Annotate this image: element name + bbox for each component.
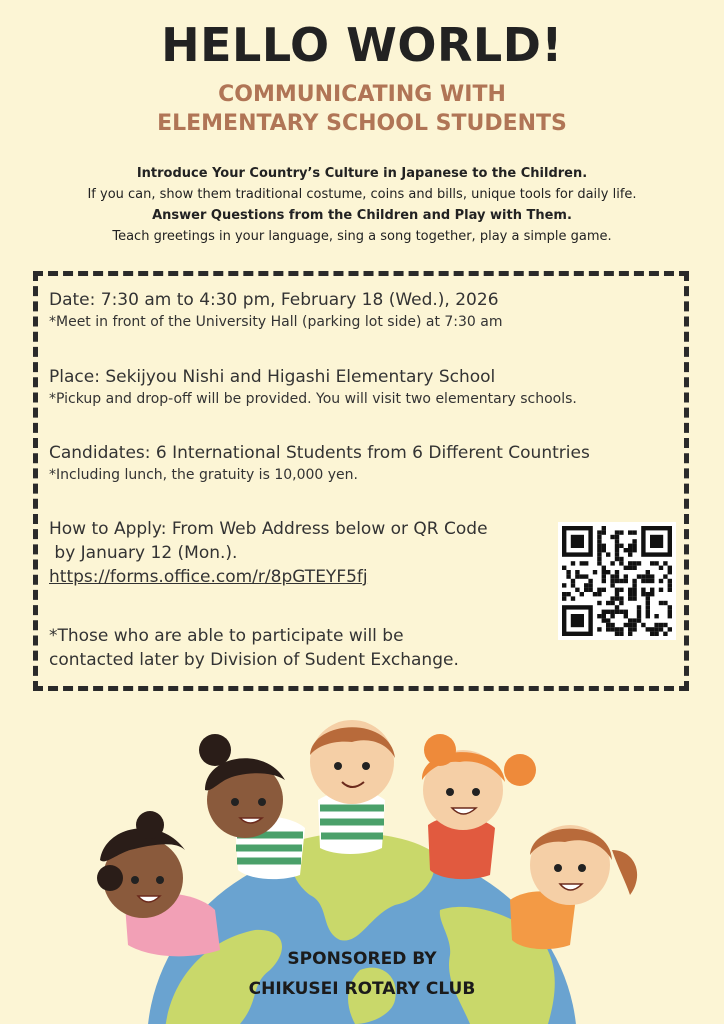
child-3 bbox=[310, 720, 395, 854]
subtitle-line-1: COMMUNICATING WITH bbox=[218, 82, 506, 107]
child-2 bbox=[199, 734, 305, 879]
place-block bbox=[49, 365, 699, 409]
contact-text-2: contacted later by Division of Sudent Exchange. bbox=[49, 650, 459, 670]
qr-code-graphic bbox=[558, 522, 676, 640]
intro-heading-1: Introduce Your Country’s Culture in Japanese to the Children. bbox=[136, 166, 588, 181]
apply-block bbox=[49, 517, 554, 589]
place-note: *Pickup and drop-off will be provided. You will visit two elementary schools. bbox=[49, 391, 577, 407]
date-block bbox=[49, 288, 699, 332]
date-note: *Meet in front of the University Hall (parking lot side) at 7:30 am bbox=[49, 314, 503, 330]
child-5 bbox=[510, 825, 637, 949]
date-text: Date: 7:30 am to 4:30 pm, February 18 (Wed.), 2026 bbox=[49, 290, 499, 310]
qr-code-icon[interactable] bbox=[558, 522, 676, 640]
candidates-text: Candidates: 6 International Students from 6 Different Countries bbox=[49, 443, 590, 463]
intro-text-2: Teach greetings in your language, sing a song together, play a simple game. bbox=[112, 229, 612, 244]
intro-heading-2: Answer Questions from the Children and Play with Them. bbox=[152, 208, 572, 223]
intro-section bbox=[0, 163, 724, 247]
place-text: Place: Sekijyou Nishi and Higashi Elementary School bbox=[49, 367, 496, 387]
child-1 bbox=[97, 811, 220, 956]
child-4 bbox=[422, 734, 536, 879]
subtitle-line-2: ELEMENTARY SCHOOL STUDENTS bbox=[157, 111, 567, 136]
apply-text-1: How to Apply: From Web Address below or QR Code bbox=[49, 519, 488, 539]
page-title: HELLO WORLD! bbox=[161, 18, 563, 72]
apply-text-2: by January 12 (Mon.). bbox=[49, 543, 238, 563]
page-subtitle bbox=[0, 80, 724, 138]
intro-text-1: If you can, show them traditional costume, coins and bills, unique tools for daily life. bbox=[87, 187, 637, 202]
contact-text-1: *Those who are able to participate will be bbox=[49, 626, 404, 646]
sponsor-line-1: SPONSORED BY bbox=[287, 949, 437, 969]
sponsor-line-2: CHIKUSEI ROTARY CLUB bbox=[248, 979, 476, 999]
candidates-block bbox=[49, 441, 699, 485]
candidates-note: *Including lunch, the gratuity is 10,000 yen. bbox=[49, 467, 358, 483]
sponsor-block bbox=[0, 944, 724, 1004]
apply-link[interactable]: https://forms.office.com/r/8pGTEYF5fj bbox=[49, 567, 368, 587]
